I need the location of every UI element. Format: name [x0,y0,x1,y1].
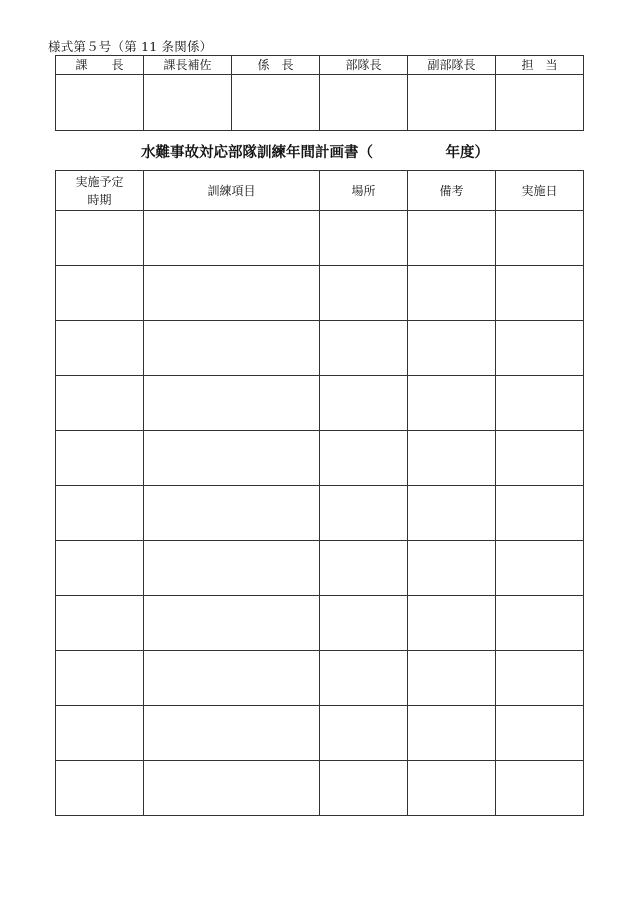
plan-cell-implementation-date[interactable] [496,321,584,376]
header-scheduled-period-line2: 時期 [87,192,112,207]
plan-cell-period[interactable] [56,431,144,486]
plan-table-body [56,211,584,816]
document-title: 水難事故対応部隊訓練年間計画書（ 年度） [141,144,489,161]
plan-cell-training-item[interactable] [144,706,320,761]
approval-header-unit-leader: 部隊長 [320,56,408,75]
plan-row [56,541,584,596]
plan-cell-training-item[interactable] [144,651,320,706]
plan-cell-place[interactable] [320,486,408,541]
plan-cell-place[interactable] [320,761,408,816]
plan-cell-implementation-date[interactable] [496,376,584,431]
plan-cell-remarks[interactable] [408,376,496,431]
plan-cell-place[interactable] [320,541,408,596]
training-plan-table [55,170,584,816]
plan-cell-training-item[interactable] [144,321,320,376]
stamp-cell-section-chief[interactable] [56,75,144,131]
plan-cell-implementation-date[interactable] [496,266,584,321]
approval-header-person-in-charge: 担 当 [496,56,584,75]
plan-cell-period[interactable] [56,596,144,651]
approval-header-assistant-chief: 課長補佐 [144,56,232,75]
approval-header-section-chief: 課 長 [56,56,144,75]
plan-cell-training-item[interactable] [144,486,320,541]
plan-cell-place[interactable] [320,321,408,376]
plan-row [56,431,584,486]
plan-row [56,706,584,761]
plan-cell-place[interactable] [320,211,408,266]
plan-cell-period[interactable] [56,761,144,816]
plan-row [56,211,584,266]
stamp-cell-assistant-chief[interactable] [144,75,232,131]
plan-row [56,486,584,541]
plan-cell-training-item[interactable] [144,541,320,596]
plan-cell-implementation-date[interactable] [496,761,584,816]
plan-cell-remarks[interactable] [408,486,496,541]
plan-cell-implementation-date[interactable] [496,486,584,541]
stamp-cell-deputy-unit-leader[interactable] [408,75,496,131]
plan-cell-training-item[interactable] [144,596,320,651]
plan-cell-remarks[interactable] [408,431,496,486]
approval-stamp-row [56,75,584,131]
plan-header-row [56,171,584,211]
plan-cell-remarks[interactable] [408,541,496,596]
plan-cell-place[interactable] [320,651,408,706]
stamp-cell-unit-leader[interactable] [320,75,408,131]
plan-cell-implementation-date[interactable] [496,596,584,651]
plan-cell-period[interactable] [56,706,144,761]
plan-row [56,596,584,651]
plan-row [56,321,584,376]
plan-cell-place[interactable] [320,706,408,761]
plan-cell-training-item[interactable] [144,266,320,321]
plan-row [56,761,584,816]
plan-cell-period[interactable] [56,651,144,706]
header-scheduled-period [56,171,144,211]
plan-cell-period[interactable] [56,321,144,376]
plan-cell-period[interactable] [56,541,144,596]
plan-row [56,651,584,706]
plan-cell-implementation-date[interactable] [496,651,584,706]
stamp-cell-person-in-charge[interactable] [496,75,584,131]
approval-stamp-table [55,55,584,131]
plan-cell-place[interactable] [320,431,408,486]
form-number: 様式第５号（第 11 条関係） [48,39,213,54]
plan-cell-period[interactable] [56,486,144,541]
plan-row [56,376,584,431]
approval-header-deputy-unit-leader: 副部隊長 [408,56,496,75]
plan-cell-period[interactable] [56,211,144,266]
plan-cell-implementation-date[interactable] [496,706,584,761]
plan-cell-remarks[interactable] [408,211,496,266]
plan-cell-remarks[interactable] [408,651,496,706]
header-scheduled-period-line1: 実施予定 [75,174,124,189]
plan-cell-period[interactable] [56,266,144,321]
plan-cell-remarks[interactable] [408,321,496,376]
plan-cell-training-item[interactable] [144,431,320,486]
plan-row [56,266,584,321]
plan-cell-remarks[interactable] [408,761,496,816]
plan-cell-training-item[interactable] [144,376,320,431]
header-place: 場所 [320,171,408,211]
plan-cell-remarks[interactable] [408,266,496,321]
approval-header-row [56,56,584,75]
header-implementation-date: 実施日 [496,171,584,211]
header-training-item: 訓練項目 [144,171,320,211]
plan-cell-remarks[interactable] [408,596,496,651]
plan-cell-place[interactable] [320,596,408,651]
plan-cell-remarks[interactable] [408,706,496,761]
plan-cell-implementation-date[interactable] [496,541,584,596]
plan-cell-implementation-date[interactable] [496,431,584,486]
approval-header-subsection-chief: 係 長 [232,56,320,75]
stamp-cell-subsection-chief[interactable] [232,75,320,131]
plan-cell-training-item[interactable] [144,211,320,266]
plan-cell-place[interactable] [320,376,408,431]
header-remarks: 備考 [408,171,496,211]
plan-cell-place[interactable] [320,266,408,321]
plan-cell-training-item[interactable] [144,761,320,816]
plan-cell-implementation-date[interactable] [496,211,584,266]
plan-cell-period[interactable] [56,376,144,431]
